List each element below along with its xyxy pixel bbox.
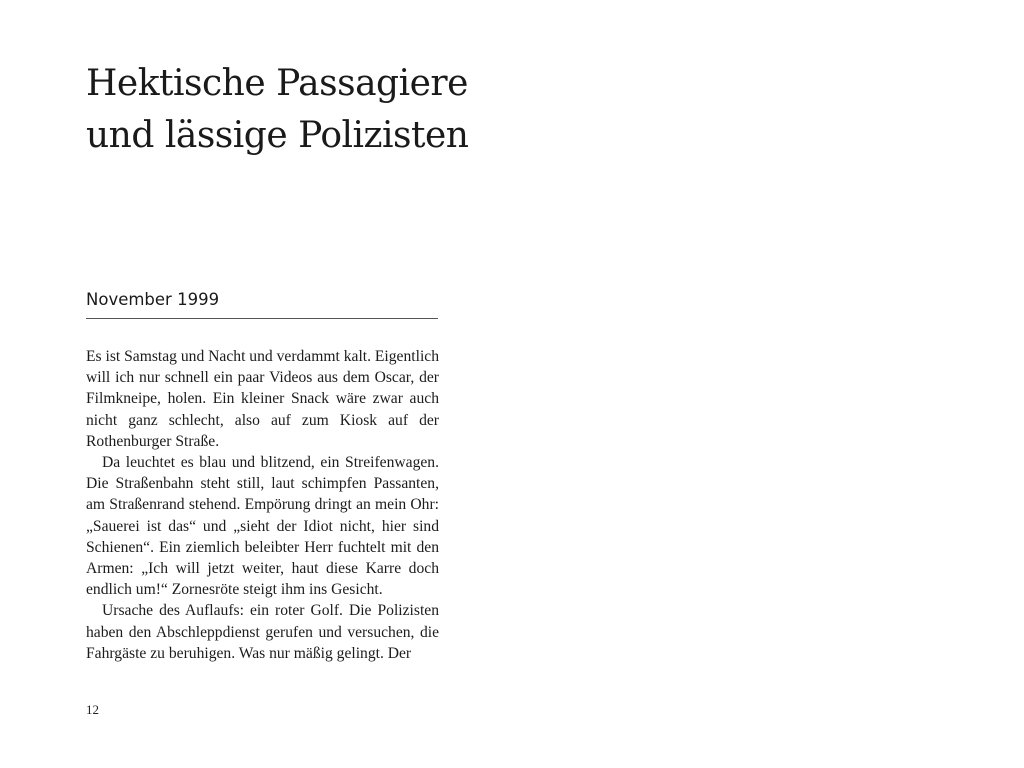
date-heading: November 1999 <box>86 290 438 319</box>
chapter-title-line-2: und lässige Polizisten <box>86 115 469 156</box>
page-number-left: 12 <box>86 702 99 717</box>
paragraph: Es ist Samstag und Nacht und verdammt kalt. Eigentlich will ich nur schnell ein paar Videos aus dem Oscar, der Filmkneipe, holen. Ein kleiner Snack wäre zwar auch nicht ganz schlecht, also auf zum Kiosk auf der Rothenburger Straße. <box>86 348 439 450</box>
chapter-title <box>86 58 486 162</box>
paragraph: Da leuchtet es blau und blitzend, ein Streifenwagen. Die Straßenbahn steht still, laut schimpfen Passanten, am Straßenrand stehend. Empörung dringt an mein Ohr: „Sauerei ist das“ und „sieht der Idiot nicht, hier sind Schienen“. Ein ziemlich beleibter Herr fuchtelt mit den Armen: „Ich will jetzt weiter, haut diese Karre doch endlich um!“ Zornesröte steigt ihm ins Gesicht. <box>86 454 439 599</box>
chapter-title-line-1: Hektische Passagiere <box>86 63 468 104</box>
left-body-text <box>86 346 439 664</box>
right-page <box>512 0 1024 768</box>
paragraph: Ursache des Auflaufs: ein roter Golf. Die Polizisten haben den Abschleppdienst gerufen und versuchen, die Fahrgäste zu beruhigen. Was nur mäßig gelingt. Der <box>86 602 439 662</box>
